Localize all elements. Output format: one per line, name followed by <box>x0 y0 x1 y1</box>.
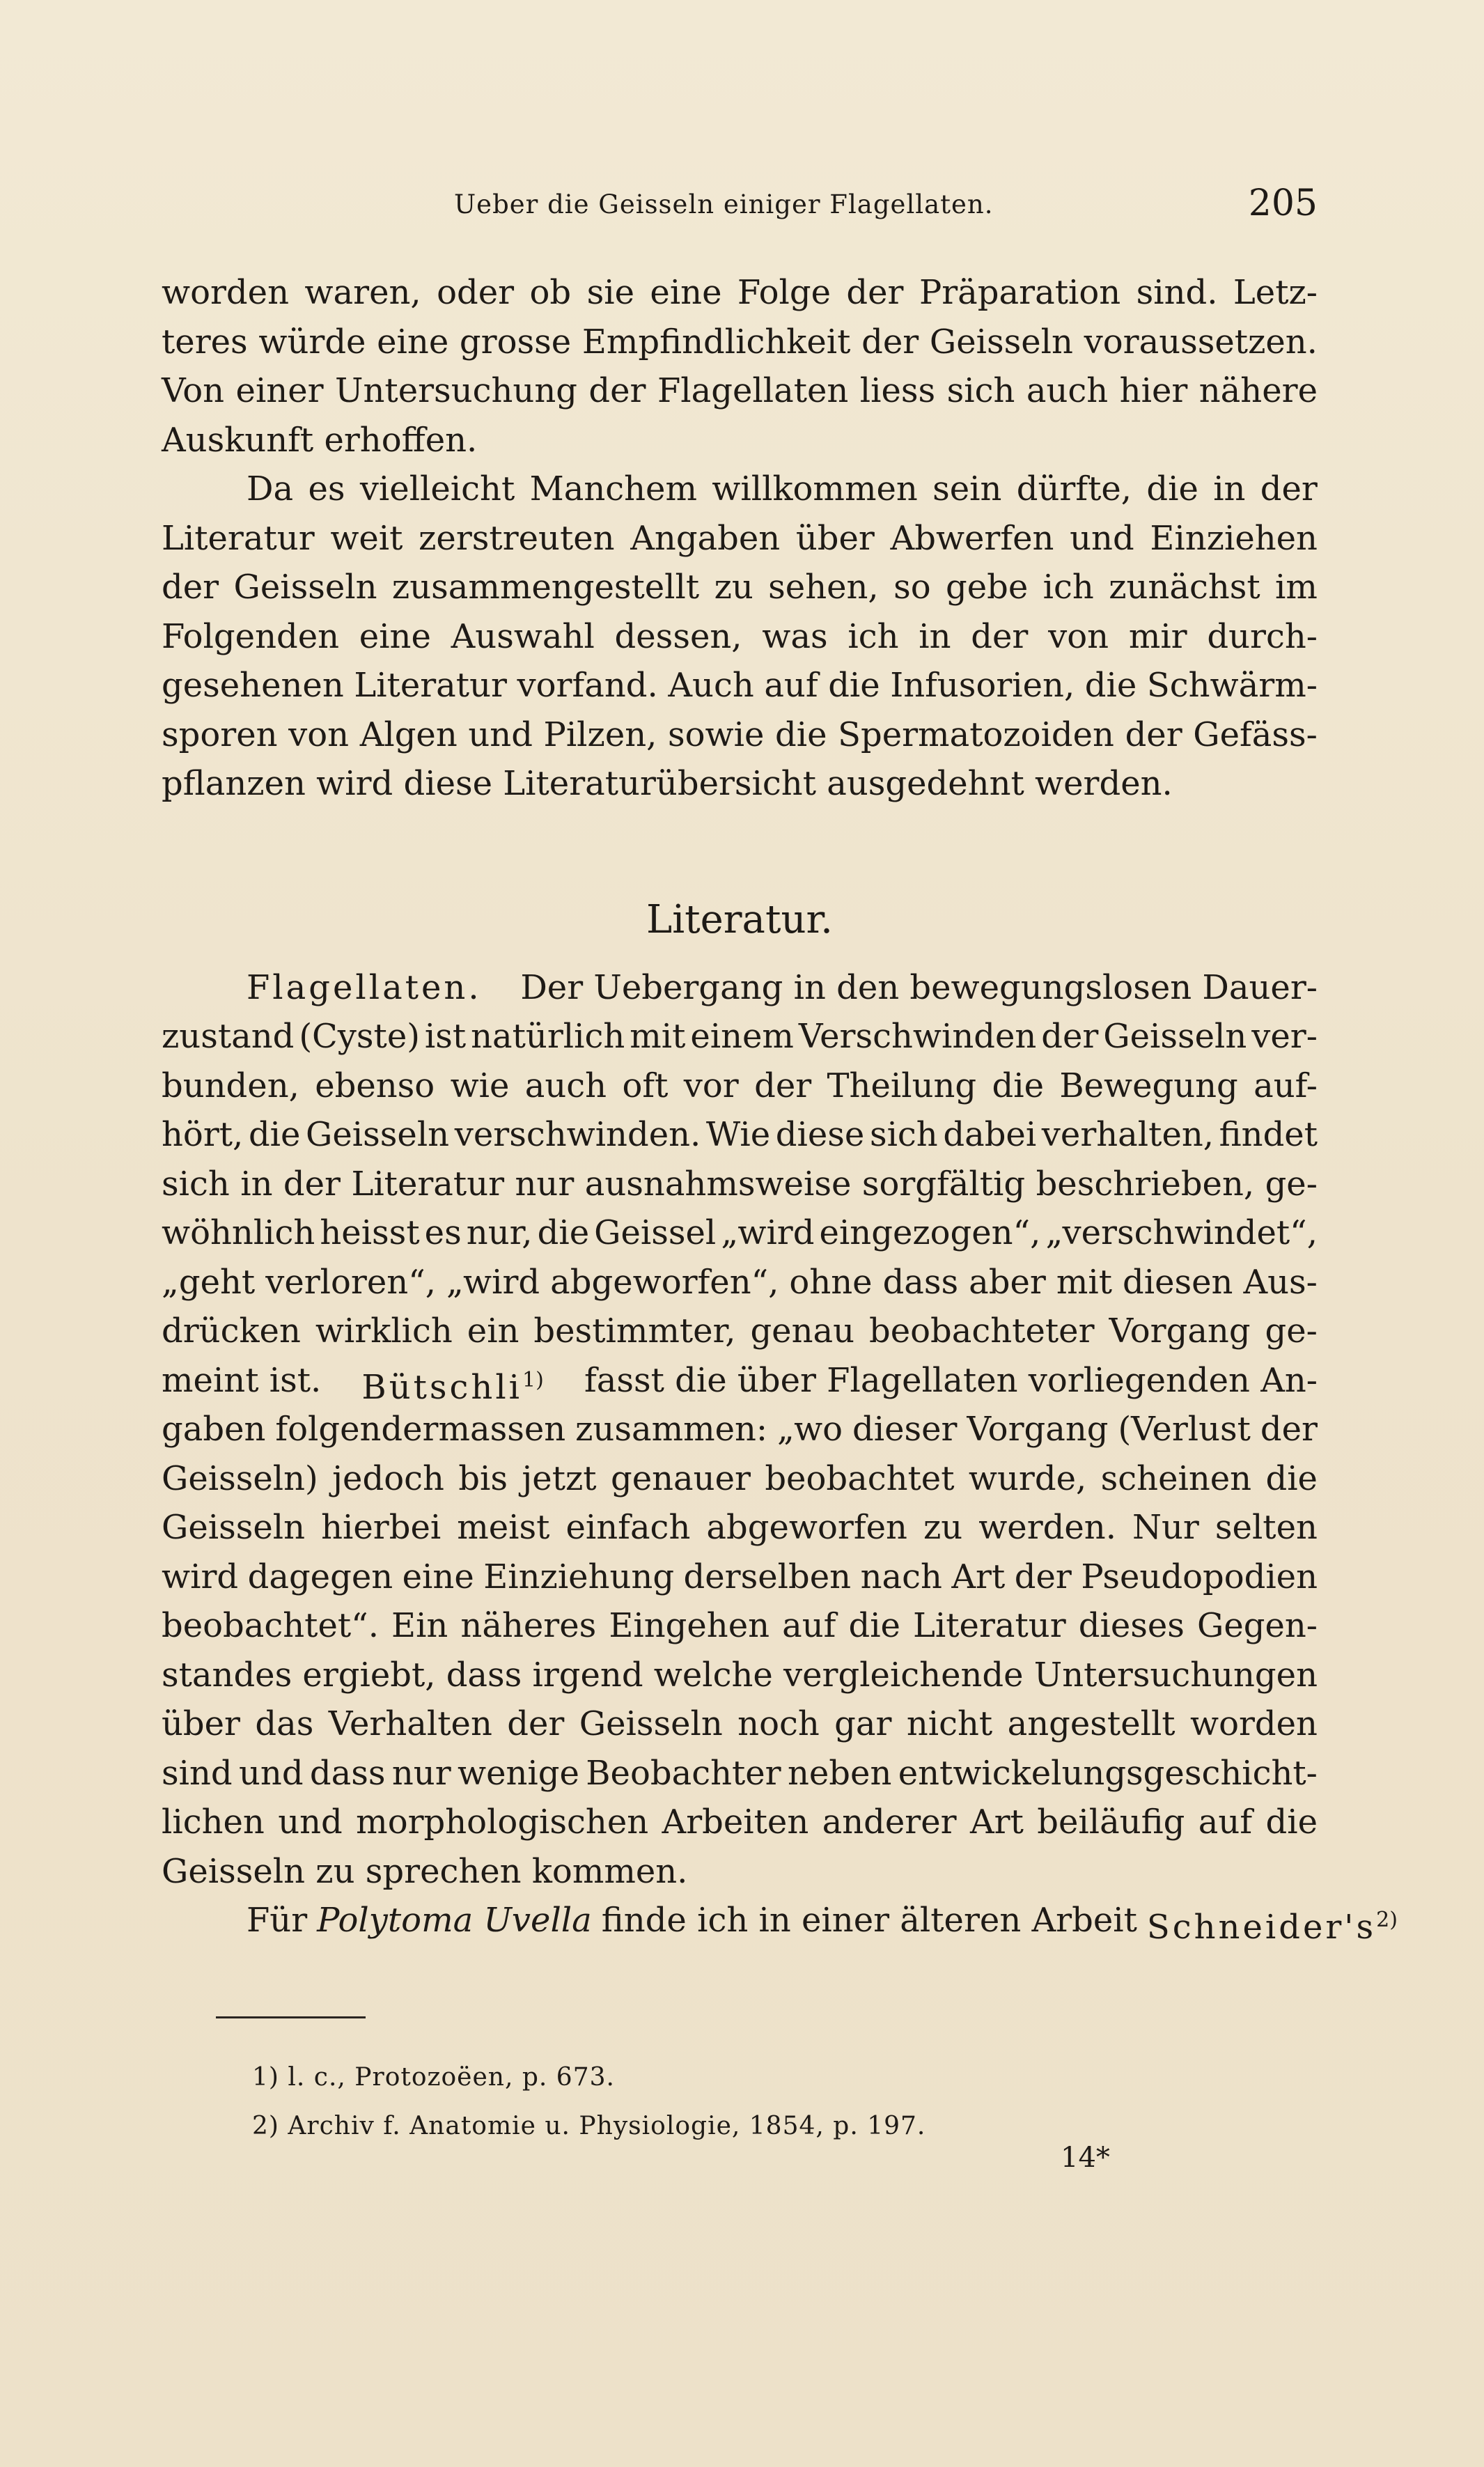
word: genau <box>750 1312 855 1351</box>
word: die <box>1265 1803 1318 1842</box>
word: mit <box>630 1017 686 1056</box>
text-line <box>162 661 1318 710</box>
word: irgend <box>532 1655 643 1695</box>
word: Schwärm- <box>1146 666 1318 705</box>
text-line <box>162 1651 1318 1700</box>
word: ob <box>529 273 572 312</box>
word: dürfte, <box>1016 469 1132 508</box>
word: hierbei <box>321 1508 442 1547</box>
word: auf <box>782 1606 836 1645</box>
word: drücken <box>162 1312 301 1351</box>
word: der <box>1260 469 1318 508</box>
word: oder <box>437 273 515 312</box>
text-line <box>162 514 1318 563</box>
text-line <box>162 1160 1318 1209</box>
word: nur <box>391 1753 451 1793</box>
word: lichen <box>162 1803 265 1842</box>
word: die <box>1146 469 1198 508</box>
text-line <box>162 563 1318 612</box>
word: auf- <box>1253 1066 1318 1105</box>
word: der <box>507 1704 565 1743</box>
word: aber <box>969 1262 1046 1302</box>
lead-word: Flagellaten. <box>247 967 482 1007</box>
word: Einziehung <box>483 1557 675 1596</box>
word: vorfand. <box>517 666 658 705</box>
text-line <box>162 612 1318 662</box>
text-line <box>162 710 1318 760</box>
author-citation <box>361 1356 543 1406</box>
word: Verschwinden <box>798 1017 1037 1056</box>
text-line <box>162 268 1318 318</box>
word: sehen, <box>768 568 879 607</box>
word: auch <box>1026 371 1109 410</box>
word: mit <box>1056 1262 1113 1302</box>
word: beobachtet“. <box>162 1606 379 1645</box>
word: einem <box>690 1017 794 1056</box>
word: Beobachter <box>586 1753 781 1793</box>
word: Art <box>951 1557 1006 1596</box>
word: Wie <box>705 1115 771 1154</box>
word: Manchem <box>529 469 697 508</box>
footnotes <box>252 2053 925 2151</box>
word: eine <box>650 273 722 312</box>
line-start: meint ist. <box>162 1360 322 1400</box>
word: Da <box>247 469 294 508</box>
word: Von <box>162 371 225 410</box>
word: auch <box>524 1066 607 1105</box>
text-line <box>162 366 1318 416</box>
word: der <box>846 273 904 312</box>
word: dieses <box>1078 1606 1185 1645</box>
word: standes <box>162 1655 292 1695</box>
word: findet <box>1219 1115 1318 1154</box>
word: Gegen- <box>1196 1606 1318 1645</box>
word: bestimmter, <box>533 1312 736 1351</box>
word: ge- <box>1265 1164 1318 1204</box>
word: wie <box>450 1066 510 1105</box>
word: nur <box>515 1164 575 1204</box>
word: sich <box>869 1115 938 1154</box>
footnote-1: 1) l. c., Protozoëen, p. 673. <box>252 2063 615 2092</box>
word: und <box>278 1803 343 1842</box>
word: Spermatozoiden <box>838 715 1114 754</box>
word: bis <box>458 1458 508 1498</box>
author-name: Schneider's <box>1146 1908 1377 1947</box>
word: gesehenen <box>162 666 344 705</box>
section-heading: Literatur. <box>646 896 833 942</box>
word: Art <box>970 1803 1024 1842</box>
word: abgeworfen“, <box>550 1262 779 1302</box>
word: zerstreuten <box>419 518 615 558</box>
word: der <box>283 1164 341 1204</box>
text-line: Geisseln zu sprechen kommen. <box>162 1851 688 1891</box>
word: durch- <box>1207 616 1318 656</box>
word: jedoch <box>332 1458 444 1498</box>
word: Arbeiten <box>662 1803 809 1842</box>
word: beiläufig <box>1037 1803 1185 1842</box>
word: worden <box>1189 1704 1318 1743</box>
signature-mark: 14* <box>1061 2142 1110 2174</box>
word: welche <box>653 1655 773 1695</box>
word: vergleichende <box>783 1655 1024 1695</box>
word: dabei <box>943 1115 1037 1154</box>
word: Letz- <box>1233 273 1318 312</box>
word: ich <box>1042 568 1094 607</box>
word: oft <box>622 1066 669 1105</box>
word: Verhalten <box>328 1704 492 1743</box>
word: dessen, <box>614 616 742 656</box>
word: Theilung <box>827 1066 977 1105</box>
word: Geisseln <box>162 1508 306 1547</box>
word: auf <box>764 666 818 705</box>
word: bunden, <box>162 1066 299 1105</box>
word: Geisseln <box>306 1115 450 1154</box>
text-line <box>162 1552 1318 1602</box>
word: die <box>848 1606 900 1645</box>
text-line <box>162 1896 1398 1947</box>
word: dass <box>446 1655 522 1695</box>
word: abgeworfen <box>706 1508 907 1547</box>
word: sich <box>162 1164 230 1204</box>
text-line <box>162 1454 1318 1504</box>
word: gaben <box>162 1410 266 1449</box>
word: ich <box>848 616 899 656</box>
word: auf <box>1198 1803 1253 1842</box>
word: Auswahl <box>451 616 595 656</box>
word: Bewegung <box>1059 1066 1238 1105</box>
word: Empfindlichkeit <box>581 322 851 361</box>
word: heisst <box>320 1213 420 1252</box>
word: dagegen <box>247 1557 393 1596</box>
paragraph-1 <box>162 268 1318 465</box>
word: beobachteter <box>869 1312 1095 1351</box>
text-line <box>162 1110 1318 1160</box>
word: näheres <box>460 1606 597 1645</box>
word: das <box>255 1704 314 1743</box>
word: wenige <box>458 1753 579 1793</box>
word: Einziehen <box>1150 518 1318 558</box>
word: voraussetzen. <box>1084 322 1318 361</box>
text-line <box>162 1307 1318 1356</box>
word: diese <box>775 1115 865 1154</box>
word: Geissel <box>594 1213 717 1252</box>
word: Pseudopodien <box>1081 1557 1318 1596</box>
word: diesen <box>1123 1262 1233 1302</box>
text-line <box>162 1356 1318 1406</box>
word: ist <box>424 1017 467 1056</box>
word: zu <box>714 568 753 607</box>
word: Geisseln <box>579 1704 723 1743</box>
word: sorgfältig <box>861 1164 1026 1204</box>
word: jetzt <box>522 1458 597 1498</box>
word: vor <box>683 1066 739 1105</box>
word: Untersuchungen <box>1033 1655 1318 1695</box>
word: sind. <box>1136 273 1218 312</box>
word: Vorgang <box>967 1410 1109 1449</box>
word: ohne <box>789 1262 873 1302</box>
text-line <box>162 1258 1318 1307</box>
word: der <box>754 1066 812 1105</box>
word: ge- <box>1265 1312 1318 1351</box>
word: vielleicht <box>359 469 515 508</box>
word: beobachtet <box>765 1458 955 1498</box>
word: die <box>1084 666 1137 705</box>
word: Abwerfen <box>890 518 1054 558</box>
word: in <box>919 616 951 656</box>
word: ergiebt, <box>302 1655 436 1695</box>
text-line <box>162 1012 1318 1061</box>
word: wirklich <box>315 1312 453 1351</box>
text-line <box>162 963 1318 1013</box>
word: Literatur <box>351 1164 505 1204</box>
word: Aus- <box>1243 1262 1318 1302</box>
word: wöhnlich <box>162 1213 315 1252</box>
footnote-2: 2) Archiv f. Anatomie u. Physiologie, 1854, p. 197. <box>252 2112 926 2140</box>
word: waren, <box>304 273 421 312</box>
word: und <box>238 1753 304 1793</box>
word: von <box>288 715 350 754</box>
word: Pilzen, <box>543 715 657 754</box>
word: Algen <box>359 715 458 754</box>
word: dass <box>882 1262 959 1302</box>
word: verschwinden. <box>454 1115 701 1154</box>
word: was <box>762 616 828 656</box>
word: eine <box>402 1557 474 1596</box>
word: werden. <box>978 1508 1116 1547</box>
text-line <box>162 1601 1318 1651</box>
word: in <box>240 1164 273 1204</box>
word: nähere <box>1198 371 1318 410</box>
word: Folge <box>737 273 831 312</box>
line-rest: Der Uebergang in den bewegungslosen Dauer- <box>520 967 1318 1007</box>
word: sporen <box>162 715 278 754</box>
word: im <box>1275 568 1318 607</box>
word: Infusorien, <box>890 666 1075 705</box>
word: ausnahmsweise <box>584 1164 852 1204</box>
word: (Cyste) <box>299 1017 420 1056</box>
word: eingezogen“, <box>819 1213 1041 1252</box>
word: neben <box>787 1753 892 1793</box>
word: nach <box>860 1557 942 1596</box>
word: Präparation <box>919 273 1121 312</box>
text-line: pflanzen wird diese Literaturübersicht ausgedehnt werden. <box>162 764 1173 803</box>
word: Geisseln <box>1103 1017 1247 1056</box>
word: „geht <box>162 1262 256 1302</box>
word: Angaben <box>630 518 781 558</box>
word: gebe <box>946 568 1029 607</box>
word: der <box>588 371 646 410</box>
page-header <box>162 182 1318 231</box>
word: sich <box>946 371 1015 410</box>
word: weit <box>330 518 403 558</box>
text-line <box>162 1798 1318 1847</box>
word: und <box>1070 518 1134 558</box>
word: folgendermassen <box>275 1410 566 1449</box>
body-text <box>162 268 1398 1947</box>
word: (Verlust <box>1118 1410 1251 1449</box>
word: der <box>162 568 219 607</box>
word: der <box>971 616 1029 656</box>
footnote-rule <box>216 2016 366 2018</box>
word: der <box>1260 1410 1318 1449</box>
word: ebenso <box>315 1066 435 1105</box>
word: anderer <box>822 1803 957 1842</box>
word: natürlich <box>471 1017 625 1056</box>
word: nicht <box>906 1704 993 1743</box>
word: verhalten, <box>1041 1115 1214 1154</box>
word: eine <box>359 616 431 656</box>
paragraph-literatur <box>162 963 1318 1897</box>
word: wurde, <box>968 1458 1087 1498</box>
word: die <box>992 1066 1044 1105</box>
word: Literatur <box>913 1606 1066 1645</box>
word: Flagellaten <box>657 371 849 410</box>
word: der <box>1125 715 1182 754</box>
word: genauer <box>610 1458 751 1498</box>
word: der <box>1041 1017 1099 1056</box>
running-title: Ueber die Geisseln einiger Flagellaten. <box>454 189 994 219</box>
word: selten <box>1214 1508 1318 1547</box>
page-number: 205 <box>1248 182 1318 224</box>
text-line <box>162 1061 1318 1111</box>
word: beschrieben, <box>1036 1164 1255 1204</box>
word: Geisseln <box>233 568 377 607</box>
word: Vorgang <box>1109 1312 1251 1351</box>
word: die <box>1265 1458 1318 1498</box>
word: derselben <box>683 1557 852 1596</box>
text-line: Auskunft erhoffen. <box>162 420 478 460</box>
word: ver- <box>1251 1017 1318 1056</box>
word: die <box>828 666 880 705</box>
word: Folgenden <box>162 616 340 656</box>
text-line <box>162 465 1318 514</box>
word: einfach <box>565 1508 691 1547</box>
word: liess <box>859 371 936 410</box>
word: Ein <box>391 1606 448 1645</box>
word: entwickelungsgeschicht- <box>898 1753 1318 1793</box>
footnote-ref: 2) <box>1376 1908 1398 1932</box>
word: nur, <box>466 1213 533 1252</box>
author-citation <box>1147 1896 1398 1945</box>
paragraph-2 <box>162 465 1318 809</box>
word: zusammengestellt <box>391 568 700 607</box>
word: „wo <box>777 1410 843 1449</box>
word: so <box>893 568 931 607</box>
word: mir <box>1128 616 1187 656</box>
word: wird <box>162 1557 239 1596</box>
word: zusammen: <box>575 1410 768 1449</box>
word: Eingehen <box>609 1606 770 1645</box>
word: sein <box>932 469 1002 508</box>
word: Literatur <box>162 518 315 558</box>
footnote-ref: 1) <box>522 1367 544 1392</box>
word: und <box>468 715 533 754</box>
word: „wird <box>446 1262 540 1302</box>
word: hört, <box>162 1115 244 1154</box>
word: eine <box>377 322 449 361</box>
text-line <box>162 1208 1318 1258</box>
text-line <box>162 1749 1318 1798</box>
word: Auch <box>668 666 754 705</box>
word: die <box>775 715 827 754</box>
word: Untersuchung <box>335 371 577 410</box>
word: es <box>424 1213 462 1252</box>
word: die <box>537 1213 590 1252</box>
word: der <box>861 322 919 361</box>
word: Gefäss- <box>1193 715 1318 754</box>
text-line <box>162 318 1318 367</box>
line-prefix: Für <box>247 1901 308 1940</box>
word: einer <box>235 371 324 410</box>
word: sowie <box>668 715 765 754</box>
word: dieser <box>852 1410 958 1449</box>
word: in <box>1213 469 1246 508</box>
word: scheinen <box>1100 1458 1252 1498</box>
word: die <box>248 1115 301 1154</box>
word: willkommen <box>712 469 918 508</box>
word: gar <box>834 1704 892 1743</box>
word: angestellt <box>1007 1704 1176 1743</box>
word: zustand <box>162 1017 295 1056</box>
text-line <box>162 1699 1318 1749</box>
word: ein <box>467 1312 520 1351</box>
word: der <box>1014 1557 1072 1596</box>
word: dass <box>309 1753 386 1793</box>
word: „wird <box>721 1213 815 1252</box>
species-name: Polytoma Uvella <box>317 1901 592 1940</box>
word: worden <box>162 273 289 312</box>
word: Geisseln) <box>162 1458 318 1498</box>
word: „verschwindet“, <box>1045 1213 1318 1252</box>
word: hier <box>1119 371 1188 410</box>
word: morphologischen <box>356 1803 649 1842</box>
word: meist <box>457 1508 550 1547</box>
word: teres <box>162 322 248 361</box>
word: Literatur <box>354 666 507 705</box>
line-middle: finde ich in einer älteren Arbeit <box>601 1901 1137 1940</box>
word: zu <box>923 1508 963 1547</box>
word: noch <box>737 1704 820 1743</box>
line-rest: fasst die über Flagellaten vorliegenden An- <box>584 1360 1318 1400</box>
word: Nur <box>1132 1508 1199 1547</box>
word: würde <box>258 322 366 361</box>
word: sind <box>162 1753 233 1793</box>
word: zunächst <box>1109 568 1260 607</box>
text-line <box>162 1405 1318 1454</box>
word: über <box>162 1704 240 1743</box>
word: von <box>1048 616 1109 656</box>
word: Geisseln <box>929 322 1073 361</box>
word: über <box>795 518 875 558</box>
word: es <box>308 469 345 508</box>
word: sie <box>586 273 634 312</box>
word: grosse <box>459 322 572 361</box>
word: verloren“, <box>265 1262 436 1302</box>
author-name: Bütschli <box>361 1367 523 1407</box>
text-line <box>162 1503 1318 1552</box>
